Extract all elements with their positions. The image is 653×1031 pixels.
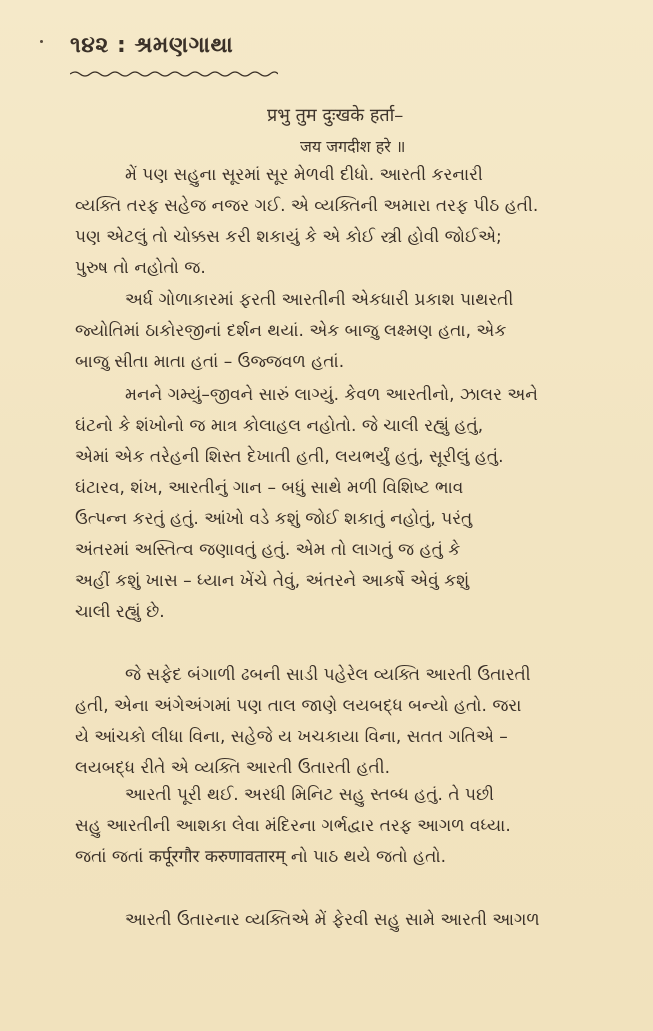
text-line: પુરુષ તો નહોતો જ.: [75, 258, 206, 278]
text-line: લયબદ્ધ રીતે એ વ્યક્તિ આરતી ઉતારતી હતી.: [75, 758, 391, 778]
page-header: ૧૪૨ : શ્રમણગાથા: [70, 33, 234, 58]
text-line: ઉત્પન્ન કરતું હતું. આંખો વડે કશું જોઈ શકાતું નહોતું, પરંતુ: [75, 509, 473, 529]
text-line: સહુ આરતીની આશકા લેવા મંદિરના ગર્ભદ્વાર તરફ આગળ વધ્યા.: [75, 816, 511, 836]
paragraph-4: [75, 660, 605, 784]
header-wavy-underline: [70, 70, 278, 78]
text-line: બાજુ સીતા માતા હતાં – ઉજ્જવળ હતાં.: [75, 352, 345, 372]
text-line: ચાલી રહ્યું છે.: [75, 602, 165, 622]
text-line: અહીં કશું ખાસ – ધ્યાન ખેંચે તેવું, અંતરને આકર્ષે એવું કશું: [75, 571, 470, 591]
paragraph-5: [75, 780, 605, 873]
text-line: અંતરમાં અસ્તિત્વ જણાવતું હતું. એમ તો લાગતું જ હતું કે: [75, 540, 461, 560]
text-line: એમાં એક તરેહની શિસ્ત દેખાતી હતી, લયભર્યું હતું, સૂરીલું હતું.: [75, 447, 504, 467]
verse-line-2: जय जगदीश हरे ॥: [300, 137, 406, 156]
text-line: ઘંટનો કે શંખોનો જ માત્ર કોલાહલ નહોતો. જે ચાલી રહ્યું હતું,: [75, 416, 484, 436]
text-line: વ્યક્તિ તરફ સહેજ નજર ગઈ. એ વ્યક્તિની અમારા તરફ પીઠ હતી.: [75, 196, 539, 216]
text-line: જે સફેદ બંગાળી ઢબની સાડી પહેરેલ વ્યક્તિ આરતી ઉતારતી: [125, 665, 531, 685]
text-line: આરતી પૂરી થઈ. અરધી મિનિટ સહુ સ્તબ્ધ હતું. તે પછી: [125, 785, 495, 805]
text-line: મેં પણ સહુના સૂરમાં સૂર મેળવી દીધો. આરતી કરનારી: [125, 165, 483, 185]
paragraph-3: [75, 380, 605, 628]
paragraph-2: [75, 285, 605, 378]
text-line: ઘંટારવ, શંખ, આરતીનું ગાન – બધું સાથે મળી વિશિષ્ટ ભાવ: [75, 478, 464, 498]
verse-line-1: प्रभु तुम दुःखके हर्ता–: [267, 105, 404, 126]
paragraph-1: [75, 160, 605, 284]
text-line: જતાં જતાં कर्पूरगौर करुणावतारम् નો પાઠ થયે જતો હતો.: [75, 847, 447, 867]
text-line: જ્યોતિમાં ઠાકોરજીનાં દર્શન થયાં. એક બાજુ લક્ષ્મણ હતા, એક: [75, 321, 507, 341]
text-line: અર્ધ ગોળાકારમાં ફરતી આરતીની એકધારી પ્રકાશ પાથરતી: [125, 290, 514, 310]
print-speck: [40, 40, 43, 43]
text-line: આરતી ઉતારનાર વ્યક્તિએ મેં ફેરવી સહુ સામે આરતી આગળ: [125, 910, 540, 930]
text-line: મનને ગમ્યું–જીવને સારું લાગ્યું. કેવળ આરતીનો, ઝાલર અને: [125, 385, 538, 405]
text-line: યે આંચકો લીધા વિના, સહેજે ય ખચકાયા વિના, સતત ગતિએ –: [75, 727, 508, 747]
text-line: હતી, એના અંગેઅંગમાં પણ તાલ જાણે લયબદ્ધ બન્યો હતો. જરા: [75, 696, 522, 716]
paragraph-6: [75, 905, 605, 936]
text-line: પણ એટલું તો ચોક્કસ કરી શકાયું કે એ કોઈ સ્ત્રી હોવી જોઈએ;: [75, 227, 502, 247]
